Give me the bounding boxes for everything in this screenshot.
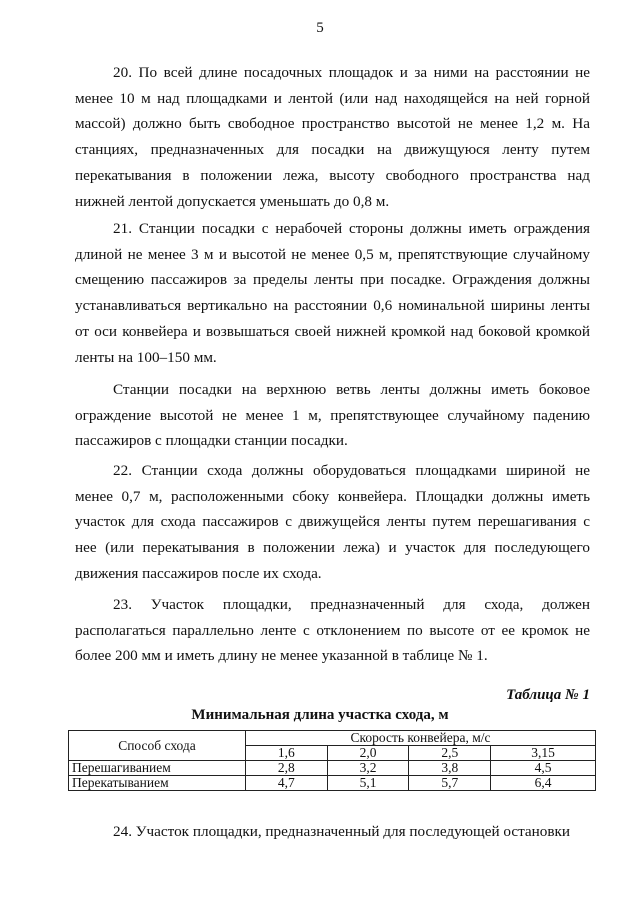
value-cell: 5,7	[409, 776, 491, 791]
table-row	[69, 761, 596, 776]
min-length-table	[68, 730, 596, 791]
paragraph-21: 21. Станции посадки с нерабочей стороны должны иметь ограждения длиной не менее 3 м и высотой не менее 0,5 м, препятствующие случайному смещению пассажиров за пределы ленты при посадке. Ограждения должны устанавливаться вертикально на расстоянии 0,6 номинальной ширины ленты от оси конвейера и возвышаться своей нижней кромкой над боковой кромкой ленты на 100–150 мм.	[75, 220, 590, 366]
paragraph-23: 23. Участок площадки, предназначенный для схода, должен располагаться параллельно ленте с отклонением по высоте от ее кромок не более 200 мм и иметь длину не менее указанной в таблице № 1.	[75, 596, 590, 665]
speed-header: Скорость конвейера, м/с	[246, 731, 596, 746]
table-header-row	[69, 731, 596, 746]
value-cell: 4,5	[491, 761, 596, 776]
paragraph-20: 20. По всей длине посадочных площадок и за ними на расстоянии не менее 10 м над площадками и лентой (или над находящейся на ней горной массой) должно быть свободное пространство высотой не менее 1,2 м. На станциях, предназначенных для посадки на движущуюся ленту путем перекатывания в положении лежа, высоту свободного пространства над нижней лентой допускается уменьшать до 0,8 м.	[75, 64, 590, 210]
speed-value: 1,6	[246, 746, 328, 761]
value-cell: 4,7	[246, 776, 328, 791]
value-cell: 5,1	[327, 776, 409, 791]
method-cell: Перешагиванием	[69, 761, 246, 776]
table-title: Минимальная длина участка схода, м	[191, 707, 449, 723]
value-cell: 2,8	[246, 761, 328, 776]
method-cell: Перекатыванием	[69, 776, 246, 791]
paragraph-22: 22. Станции схода должны оборудоваться площадками шириной не менее 0,7 м, расположенными сбоку конвейера. Площадки должны иметь участок для схода пассажиров с движущейся ленты путем перешагивания с нее (или перекатывания в положении лежа) и участок для последующего движения пассажиров после их схода.	[75, 462, 590, 582]
page-number: 5	[316, 20, 324, 36]
speed-value: 2,5	[409, 746, 491, 761]
table-caption: Таблица № 1	[506, 687, 590, 703]
value-cell: 3,8	[409, 761, 491, 776]
value-cell: 6,4	[491, 776, 596, 791]
paragraph-24: 24. Участок площадки, предназначенный для последующей остановки	[113, 823, 571, 840]
value-cell: 3,2	[327, 761, 409, 776]
speed-value: 3,15	[491, 746, 596, 761]
method-header: Способ схода	[69, 731, 246, 761]
table-row	[69, 776, 596, 791]
paragraph-21-continued: Станции посадки на верхнюю ветвь ленты должны иметь боковое ограждение высотой не менее 1 м, препятствующее случайному падению пассажиров с площадки станции посадки.	[75, 381, 590, 450]
speed-value: 2,0	[327, 746, 409, 761]
